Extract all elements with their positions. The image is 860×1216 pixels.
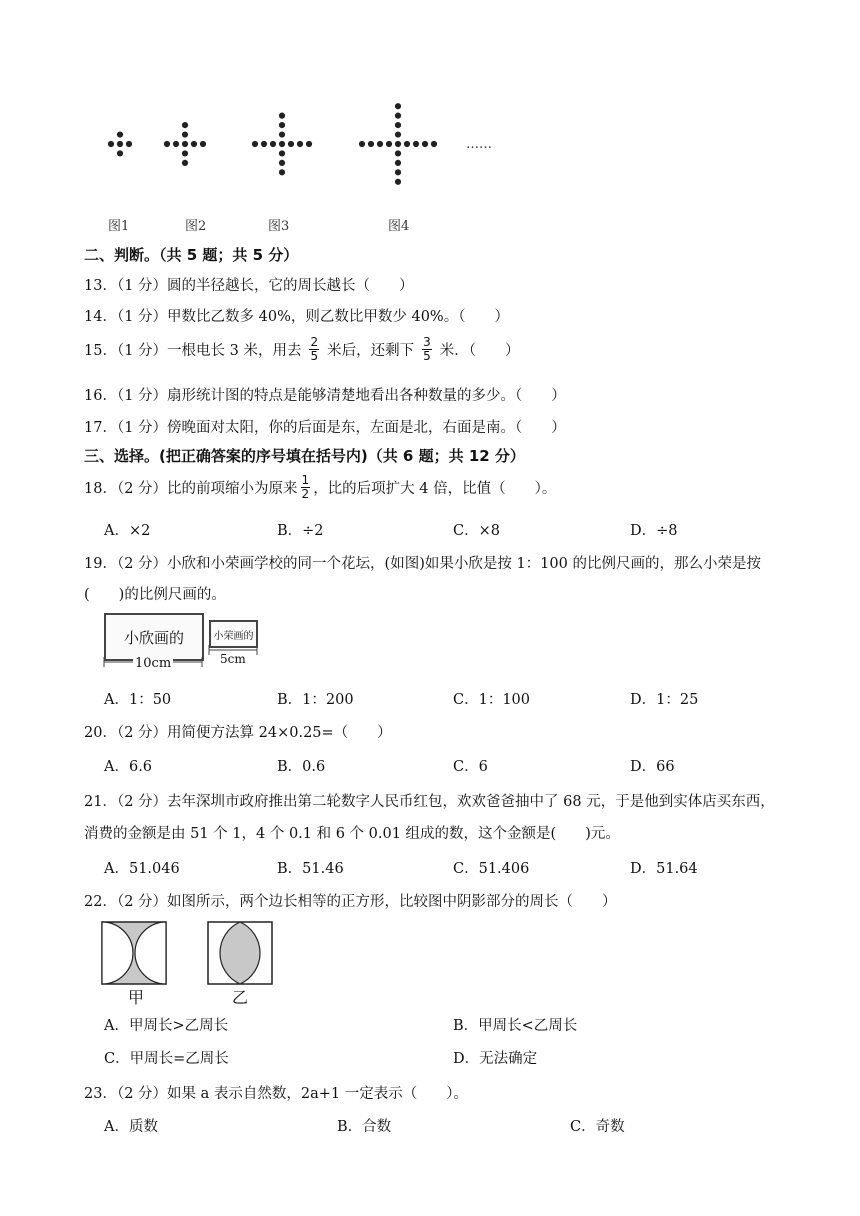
q15-prefix: 15．（1 分）一根电长 3 米，用去 bbox=[84, 343, 302, 359]
q19-option-c: C．1：100 bbox=[453, 692, 530, 708]
pattern-dot bbox=[182, 160, 188, 166]
fig1-label: 图1 bbox=[108, 219, 130, 234]
pattern-dot bbox=[279, 122, 285, 128]
pattern-dot bbox=[200, 141, 206, 147]
pattern-dot bbox=[395, 150, 401, 156]
q22-option-d: D．无法确定 bbox=[453, 1051, 538, 1067]
question-20: 20．（2 分）用简便方法算 24×0.25=（ ） bbox=[84, 725, 392, 741]
q22-option-c: C．甲周长=乙周长 bbox=[104, 1051, 229, 1067]
q18-fraction bbox=[301, 474, 311, 501]
q15-frac2-den: 5 bbox=[423, 349, 431, 363]
q15-frac2-num: 3 bbox=[423, 335, 431, 349]
question-22: 22．（2 分）如图所示，两个边长相等的正方形，比较图中阴影部分的周长（ ） bbox=[84, 894, 617, 910]
pattern-dot bbox=[126, 141, 132, 147]
pattern-dot bbox=[359, 141, 365, 147]
question-16: 16．（1 分）扇形统计图的特点是能够清楚地看出各种数量的多少。（ ） bbox=[84, 388, 566, 404]
pattern-dot bbox=[279, 131, 285, 137]
pattern-dot bbox=[395, 103, 401, 109]
q20-option-b: B．0.6 bbox=[277, 759, 326, 775]
q19-big-dim: 10cm bbox=[135, 656, 172, 671]
square-yi bbox=[177, 922, 272, 984]
q19-option-d: D．1：25 bbox=[630, 692, 699, 708]
pattern-dot bbox=[288, 141, 294, 147]
q22-option-a: A．甲周长>乙周长 bbox=[104, 1018, 229, 1034]
q22-option-b: B．甲周长<乙周长 bbox=[453, 1018, 578, 1034]
q22-figure bbox=[98, 918, 278, 1006]
q21-option-d: D．51.64 bbox=[630, 861, 698, 877]
fig2-label: 图2 bbox=[185, 219, 207, 234]
question-21-line1: 21．（2 分）去年深圳市政府推出第二轮数字人民币红包，欢欢爸爸抽中了 68 元，于是他到实体店买东西， bbox=[84, 794, 775, 810]
pattern-dot bbox=[117, 131, 123, 137]
pattern-dot bbox=[279, 150, 285, 156]
pattern-dot bbox=[173, 141, 179, 147]
pattern-dot bbox=[261, 141, 267, 147]
question-17: 17．（1 分）傍晚面对太阳，你的后面是东，左面是北，右面是南。（ ） bbox=[84, 420, 566, 436]
pattern-dot bbox=[182, 131, 188, 137]
q18-frac-num: 1 bbox=[301, 473, 310, 487]
pattern-dot bbox=[270, 141, 276, 147]
q19-option-b: B．1：200 bbox=[277, 692, 354, 708]
q15-middle: 米后，还剩下 bbox=[327, 343, 415, 359]
q19-option-a: A．1：50 bbox=[104, 692, 172, 708]
q22-label-yi: 乙 bbox=[232, 988, 249, 1007]
q15-fraction-1 bbox=[309, 336, 319, 363]
pattern-dot bbox=[306, 141, 312, 147]
pattern-dot bbox=[413, 141, 419, 147]
pattern-dot bbox=[386, 141, 392, 147]
q18-frac-den: 2 bbox=[301, 487, 310, 501]
q22-label-jia: 甲 bbox=[128, 988, 145, 1007]
question-23: 23．（2 分）如果 a 表示自然数，2a+1 一定表示（ ）。 bbox=[84, 1086, 469, 1102]
pattern-dot bbox=[395, 131, 401, 137]
q15-frac1-num: 2 bbox=[310, 335, 319, 349]
pattern-dot bbox=[404, 141, 410, 147]
q19-small-dim: 5cm bbox=[220, 652, 246, 666]
q19-small-label: 小荣画的 bbox=[213, 630, 254, 642]
pattern-dot bbox=[191, 141, 197, 147]
dot-pattern-figure bbox=[0, 80, 560, 240]
question-21-line2: 消费的金额是由 51 个 1，4 个 0.1 和 6 个 0.01 组成的数，这个金额是( )元。 bbox=[84, 826, 620, 842]
square-jia bbox=[102, 922, 166, 984]
section2-title: 二、判断。（共 5 题；共 5 分） bbox=[84, 246, 299, 264]
q23-option-c: C．奇数 bbox=[570, 1119, 625, 1135]
q18-option-b: B．÷2 bbox=[277, 523, 324, 539]
pattern-dot bbox=[279, 113, 285, 119]
q18-suffix: ，比的后项扩大 4 倍，比值（ ）。 bbox=[313, 481, 557, 497]
pattern-dot bbox=[108, 141, 114, 147]
pattern-dot bbox=[395, 160, 401, 166]
q18-option-d: D．÷8 bbox=[630, 523, 678, 539]
pattern-dot bbox=[182, 141, 188, 147]
pattern-dot bbox=[395, 179, 401, 185]
pattern-dot bbox=[431, 141, 437, 147]
pattern-dot bbox=[395, 122, 401, 128]
pattern-dot bbox=[279, 160, 285, 166]
pattern-dot bbox=[297, 141, 303, 147]
q20-option-d: D．66 bbox=[630, 759, 675, 775]
q21-option-c: C．51.406 bbox=[453, 861, 530, 877]
q21-option-a: A．51.046 bbox=[104, 861, 180, 877]
pattern-dot bbox=[377, 141, 383, 147]
q20-option-c: C．6 bbox=[453, 759, 488, 775]
pattern-dot bbox=[395, 141, 401, 147]
fig3-label: 图3 bbox=[268, 219, 290, 234]
q18-prefix: 18．（2 分）比的前项缩小为原来 bbox=[84, 481, 298, 497]
fig4-label: 图4 bbox=[388, 219, 410, 234]
pattern-dot bbox=[279, 169, 285, 175]
pattern-ellipsis: …… bbox=[466, 137, 492, 152]
question-18 bbox=[84, 474, 556, 501]
q18-option-c: C．×8 bbox=[453, 523, 500, 539]
pattern-dot bbox=[117, 141, 123, 147]
q19-big-label: 小欣画的 bbox=[123, 628, 184, 647]
pattern-dot bbox=[182, 122, 188, 128]
q23-option-b: B．合数 bbox=[337, 1119, 392, 1135]
q15-fraction-2 bbox=[422, 336, 432, 363]
pattern-dot bbox=[395, 113, 401, 119]
q23-option-a: A．质数 bbox=[104, 1119, 158, 1135]
pattern-dot bbox=[279, 141, 285, 147]
pattern-dot bbox=[117, 150, 123, 156]
question-15 bbox=[84, 336, 520, 363]
pattern-dot bbox=[422, 141, 428, 147]
q15-suffix: 米．（ ） bbox=[439, 343, 520, 359]
q15-frac1-den: 5 bbox=[310, 349, 319, 363]
pattern-dot bbox=[395, 169, 401, 175]
question-14: 14．（1 分）甲数比乙数多 40%，则乙数比甲数少 40%。（ ） bbox=[84, 309, 509, 325]
question-19-line1: 19．（2 分）小欣和小荣画学校的同一个花坛，(如图)如果小欣是按 1：100 的比例尺画的，那么小荣是按 bbox=[84, 556, 761, 572]
pattern-dot bbox=[164, 141, 170, 147]
q21-option-b: B．51.46 bbox=[277, 861, 344, 877]
q20-option-a: A．6.6 bbox=[104, 759, 153, 775]
section3-title: 三、选择。(把正确答案的序号填在括号内)（共 6 题；共 12 分） bbox=[84, 447, 525, 465]
question-19-line2: ( )的比例尺画的。 bbox=[84, 587, 226, 603]
question-13: 13．（1 分）圆的半径越长，它的周长越长（ ） bbox=[84, 278, 414, 294]
pattern-dot bbox=[252, 141, 258, 147]
pattern-dot bbox=[368, 141, 374, 147]
q18-option-a: A．×2 bbox=[104, 523, 151, 539]
pattern-dot bbox=[182, 150, 188, 156]
